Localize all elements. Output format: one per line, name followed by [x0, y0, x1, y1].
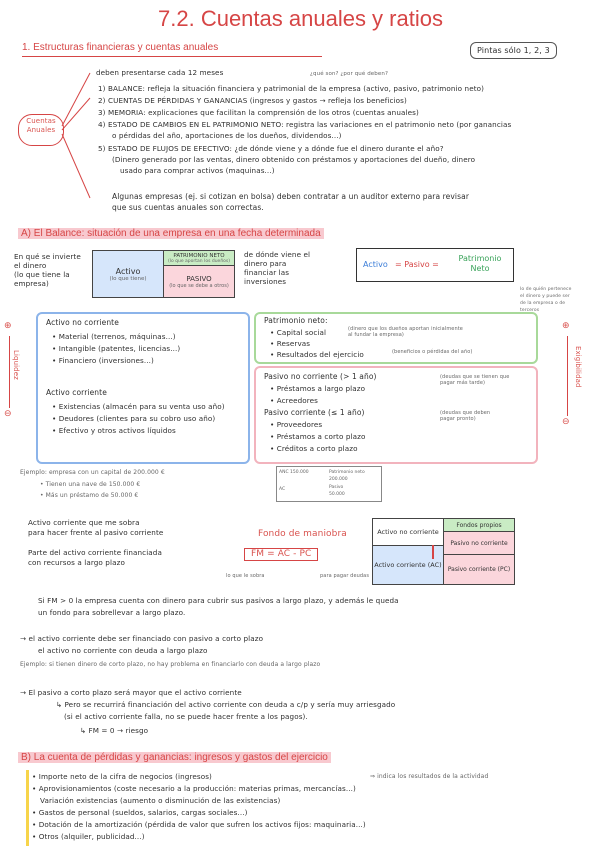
- right-note: de dónde viene el dinero para financiar las inversiones: [244, 250, 311, 286]
- sticky-note: Pintas sólo 1, 2, 3: [470, 42, 557, 59]
- pn-item-3: • Resultados del ejercicio: [270, 350, 364, 359]
- example-table: [276, 466, 382, 502]
- rule-4: ↳ FM = 0 → riesgo: [80, 726, 149, 735]
- rule-1: → el activo corriente debe ser financiado con pasivo a corto plazo: [20, 634, 264, 643]
- anc-item-2: • Intangible (patentes, licencias...): [52, 344, 181, 353]
- formula-pasivo: = Pasivo =: [395, 260, 439, 269]
- section-1-heading: 1. Estructuras financieras y cuentas anuales: [22, 42, 219, 53]
- rule-1b: el activo no corriente con deuda a largo plazo: [38, 646, 208, 655]
- secb-item-3: Variación existencias (aumento o disminución de las existencias): [40, 796, 281, 805]
- cuentas-anuales-label: Cuentas Anuales: [18, 114, 64, 146]
- side-note: lo de quién pertenece el dinero y puede ser de la empresa o de terceros: [520, 287, 572, 313]
- page-title: 7.2. Cuentas anuales y ratios: [158, 6, 443, 31]
- secb-item-6: • Otros (alquiler, publicidad...): [32, 832, 145, 841]
- plus-top-left: ⊕: [4, 321, 12, 331]
- pn-note-1: (dinero que los dueños aportan inicialmente al fundar la empresa): [348, 326, 463, 338]
- fm-fp-cell: Fondos propios: [443, 518, 515, 532]
- secb-item-5: • Dotación de la amortización (pérdida de valor que sufren los activos fijos: maquinaria...): [32, 820, 366, 829]
- pn-item-2: • Reservas: [270, 339, 311, 348]
- rule-3: → El pasivo a corto plazo será mayor que el activo corriente: [20, 688, 242, 697]
- fm-desc: Si FM > 0 la empresa cuenta con dinero para cubrir sus pasivos a largo plazo, y además le queda: [38, 596, 399, 605]
- pc-item-3: • Créditos a corto plazo: [270, 444, 358, 453]
- anc-item-3: • Financiero (inversiones...): [52, 356, 154, 365]
- formula-box: [356, 248, 514, 282]
- balance-pn-cell: PATRIMONIO NETO (lo que aportan los dueños): [163, 250, 235, 266]
- pnc-item-2: • Acreedores: [270, 396, 319, 405]
- exigibilidad-label: Exigibilidad: [574, 346, 582, 388]
- pc-item-2: • Préstamos a corto plazo: [270, 432, 366, 441]
- rule-3b: ↳ Pero se recurrirá financiación del activo corriente con deuda a c/p y sería muy arriesgado: [56, 700, 396, 709]
- anc-item-1: • Material (terrenos, máquinas...): [52, 332, 176, 341]
- ex-pn-val: 200.000: [329, 477, 348, 482]
- pn-title: Patrimonio neto:: [264, 316, 328, 325]
- fm-formula: FM = AC - PC: [244, 548, 318, 561]
- item-5b: (Dinero generado por las ventas, dinero obtenido con préstamos y aportaciones del dueño, dinero: [112, 155, 476, 164]
- fm-pnc-cell: Pasivo no corriente: [443, 531, 515, 555]
- pnc-item-1: • Préstamos a largo plazo: [270, 384, 366, 393]
- fm-under-2: para pagar deudas: [320, 573, 370, 579]
- item-4: 4) ESTADO DE CAMBIOS EN EL PATRIMONIO NETO: registra las variaciones en el patrimonio neto (por ganancias: [98, 120, 512, 129]
- pc-item-1: • Proveedores: [270, 420, 323, 429]
- fm-left-2: Parte del activo corriente financiada con recursos a largo plazo: [28, 548, 162, 567]
- secb-item-1: • Importe neto de la cifra de negocios (ingresos): [32, 772, 212, 781]
- liquidez-arrow: [9, 336, 10, 408]
- item-5c: usado para comprar activos (maquinas...): [120, 166, 275, 175]
- ac-item-2: • Deudores (clientes para su cobro uso año): [52, 414, 216, 423]
- fm-label: Fondo de maniobra: [258, 529, 347, 539]
- example-3: • Más un préstamo de 50.000 €: [40, 492, 139, 499]
- left-note: En qué se invierte el dinero (lo que tiene la empresa): [14, 252, 81, 288]
- question-note: ¿qué son? ¿por qué deben?: [310, 71, 388, 77]
- pnc-title: Pasivo no corriente (> 1 año): [264, 372, 377, 381]
- item-2: 2) CUENTAS DE PÉRDIDAS Y GANANCIAS (ingresos y gastos → refleja los beneficios): [98, 96, 407, 105]
- item-3: 3) MEMORIA: explicaciones que facilitan la comprensión de los otros (cuentas anuales): [98, 108, 419, 117]
- ac-item-3: • Efectivo y otros activos líquidos: [52, 426, 176, 435]
- ac-item-1: • Existencias (almacén para su venta uso año): [52, 402, 225, 411]
- section-1-underline: [22, 56, 322, 57]
- minus-bottom-right: ⊖: [562, 417, 570, 427]
- example-2: • Tienen una nave de 150.000 €: [40, 481, 141, 488]
- secb-note: ⇒ indica los resultados de la actividad: [370, 773, 489, 780]
- fm-desc-2: un fondo para sobrellevar a largo plazo.: [38, 608, 186, 617]
- ex-anc: ANC 150.000: [279, 470, 309, 475]
- pc-title: Pasivo corriente (≤ 1 año): [264, 408, 365, 417]
- liquidez-label: Liquidez: [12, 350, 20, 380]
- pn-item-1: • Capital social: [270, 328, 327, 337]
- ac-title: Activo corriente: [46, 388, 107, 397]
- anc-title: Activo no corriente: [46, 318, 119, 327]
- fm-pc-cell: Pasivo corriente (PC): [443, 554, 515, 585]
- audit-text-2: que sus cuentas anuales son correctas.: [112, 203, 264, 212]
- section-a-heading: A) El Balance: situación de una empresa en una fecha determinada: [18, 228, 324, 239]
- fm-left-1: Activo corriente que me sobra para hacer frente al pasivo corriente: [28, 518, 164, 537]
- fm-ac-cell: Activo corriente (AC): [372, 545, 444, 585]
- ex-pasivo: Pasivo: [329, 485, 344, 490]
- fm-marker: [432, 545, 434, 559]
- minus-bottom-left: ⊖: [4, 409, 12, 419]
- secb-item-2: • Aprovisionamientos (coste necesario a la producción: materias primas, mercancías...): [32, 784, 356, 793]
- item-5: 5) ESTADO DE FLUJOS DE EFECTIVO: ¿de dónde viene y a dónde fue el dinero durante el año?: [98, 144, 444, 153]
- balance-pasivo-cell: PASIVO (lo que se debe a otros): [163, 265, 235, 298]
- fm-under-1: lo que le sobra: [226, 573, 265, 579]
- formula-activo: Activo: [363, 260, 388, 269]
- section-b-heading: B) La cuenta de pérdidas y ganancias: ingresos y gastos del ejercicio: [18, 752, 331, 763]
- item-1: 1) BALANCE: refleja la situación financiera y patrimonial de la empresa (activo, pasivo, patrimonio neto): [98, 84, 485, 93]
- rule-2: Ejemplo: si tienen dinero de corto plazo, no hay problema en financiarlo con deuda a largo plazo: [20, 661, 321, 668]
- formula-pn: Patrimonio Neto: [458, 254, 502, 273]
- balance-activo-cell: Activo (lo que tiene): [92, 250, 164, 298]
- bracket-lines: [60, 68, 100, 218]
- ex-pn: Patrimonio neto: [329, 470, 365, 475]
- item-4b: o pérdidas del año, aportaciones de los dueños, dividendos...): [112, 131, 342, 140]
- fm-anc-cell: Activo no corriente: [372, 518, 444, 546]
- intro-text: deben presentarse cada 12 meses: [96, 68, 224, 77]
- ex-pasivo-val: 50.000: [329, 492, 345, 497]
- pc-note: (deudas que deben pagar pronto): [440, 410, 491, 422]
- example-1: Ejemplo: empresa con un capital de 200.000 €: [20, 469, 165, 476]
- audit-text: Algunas empresas (ej. si cotizan en bolsa) deben contratar a un auditor externo para revisar: [112, 192, 470, 201]
- ex-ac: AC: [279, 487, 286, 492]
- pnc-note: (deudas que se tienen que pagar más tarde): [440, 374, 510, 386]
- rule-3c: (si el activo corriente falla, no se puede hacer frente a los pagos).: [64, 712, 308, 721]
- pn-note-2: (beneficios o pérdidas del año): [392, 349, 473, 355]
- plus-top-right: ⊕: [562, 321, 570, 331]
- secb-item-4: • Gastos de personal (sueldos, salarios, cargas sociales...): [32, 808, 248, 817]
- exigibilidad-arrow: [567, 336, 568, 416]
